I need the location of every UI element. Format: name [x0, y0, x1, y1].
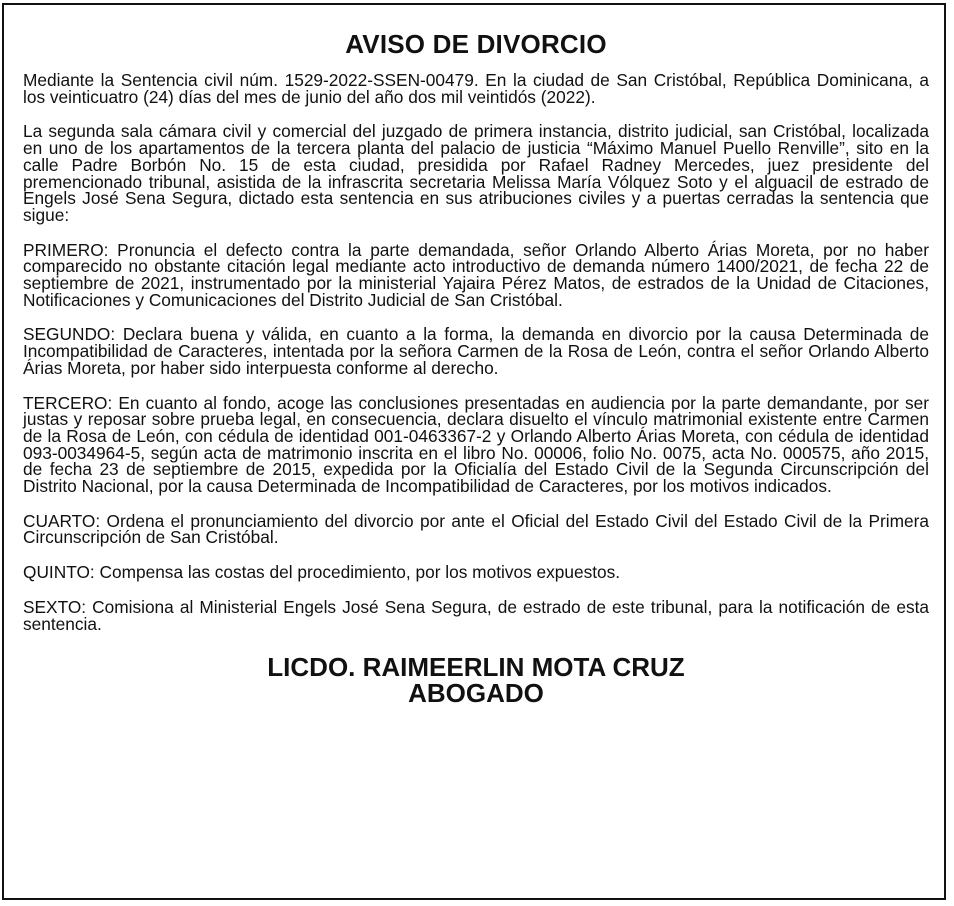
sexto-paragraph: SEXTO: Comisiona al Ministerial Engels José Sena Segura, de estrado de este tribunal, para la notificación de esta sentencia. [23, 596, 929, 634]
court-paragraph: La segunda sala cámara civil y comercial del juzgado de primera instancia, distrito judicial, san Cristóbal, localizada en uno de los apartamentos de la tercera planta del palacio de justicia “Máximo Manuel Puello Renville”, sito en la calle Padre Borbón No. 15 de esta ciudad, presidida por Rafael Radney Mercedes, juez presidente del premencionado tribunal, asistida de la infrascrita secretaria Melissa María Vólquez Soto y el alguacil de estrado de Engels José Sena Segura, dictado esta sentencia en sus atribuciones civiles y a puertas cerradas la sentencia que sigue: [23, 121, 929, 225]
cuarto-paragraph: CUARTO: Ordena el pronunciamiento del divorcio por ante el Oficial del Estado Civil del Estado Civil de la Primera Circunscripción de San Cristóbal. [23, 510, 929, 548]
notice-title: AVISO DE DIVORCIO [345, 29, 607, 59]
tercero-paragraph: TERCERO: En cuanto al fondo, acoge las conclusiones presentadas en audiencia por la parte demandante, por ser justas y reposar sobre prueba legal, en consecuencia, declara disuelto el vínculo matrimonial existente entre Carmen de la Rosa de León, con cédula de identidad 001-0463367-2 y Orlando Alberto Árias Moreta, con cédula de identidad 093-0034964-5, según acta de matrimonio inscrita en el libro No. 00006, folio No. 0075, acta No. 000575, año 2015, de fecha 23 de septiembre de 2015, expedida por la Oficialía del Estado Civil de la Segunda Circunscripción del Distrito Nacional, por la causa Determinada de Incompatibilidad de Caracteres, por los motivos indicados. [23, 392, 929, 497]
signature-block [23, 652, 929, 709]
signature-name: LICDO. RAIMEERLIN MOTA CRUZ [267, 652, 685, 683]
primero-paragraph: PRIMERO: Pronuncia el defecto contra la parte demandada, señor Orlando Alberto Árias Moreta, por no haber comparecido no obstante citación legal mediante acto introductivo de demanda número 1400/2021, de fecha 22 de septiembre de 2021, instrumentado por la ministerial Yajaira Pérez Matos, de estrados de la Unidad de Citaciones, Notificaciones y Comunicaciones del Distrito Judicial de San Cristóbal. [23, 239, 929, 310]
segundo-paragraph: SEGUNDO: Declara buena y válida, en cuanto a la forma, la demanda en divorcio por la causa Determinada de Incompatibilidad de Caracteres, intentada por la señora Carmen de la Rosa de León, contra el señor Orlando Alberto Árias Moreta, por haber sido interpuesta conforme al derecho. [23, 324, 929, 378]
notice-content [23, 28, 929, 709]
signature-role: ABOGADO [408, 678, 544, 709]
intro-paragraph: Mediante la Sentencia civil núm. 1529-2022-SSEN-00479. En la ciudad de San Cristóbal, República Dominicana, a los veinticuatro (24) días del mes de junio del año dos mil veintidós (2022). [23, 70, 929, 107]
notice-frame [2, 3, 946, 900]
quinto-paragraph: QUINTO: Compensa las costas del procedimiento, por los motivos expuestos. [23, 562, 621, 583]
